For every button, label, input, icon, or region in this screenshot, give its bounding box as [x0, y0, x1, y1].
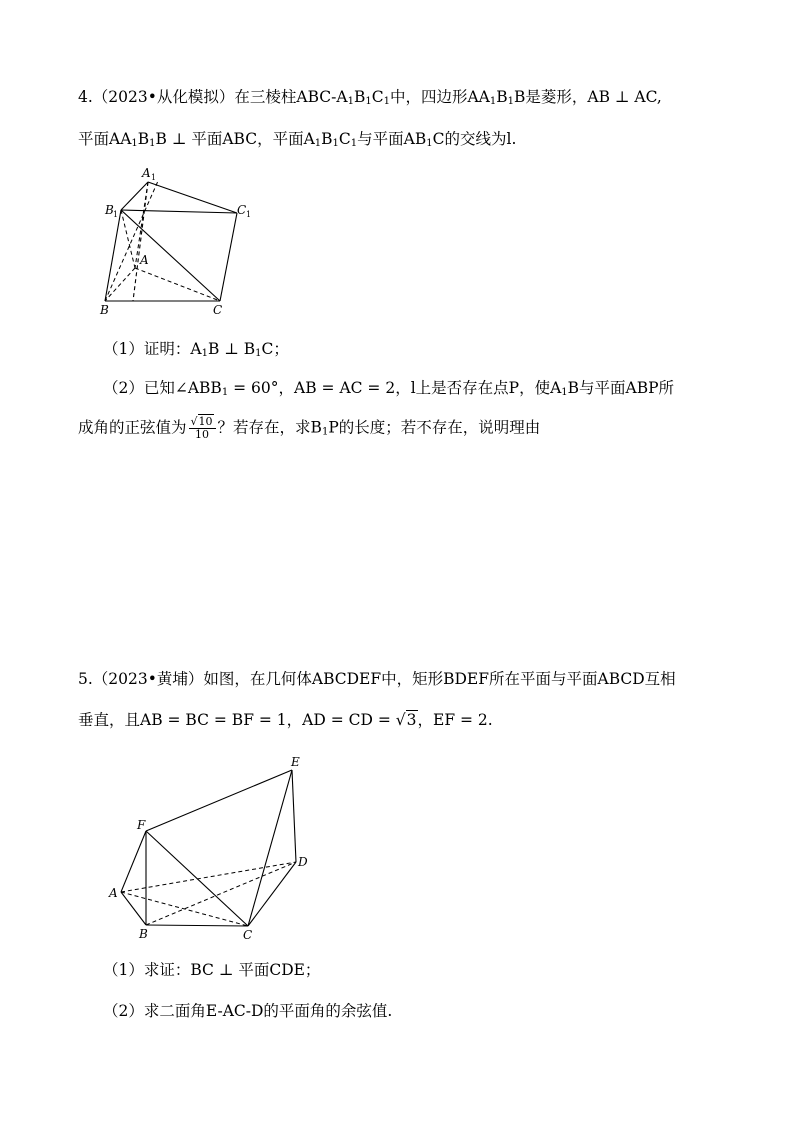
- sqrt-symbol: √10: [190, 415, 213, 428]
- subscript: 1: [255, 348, 262, 359]
- subscript: 1: [332, 138, 339, 149]
- text-segment: 与平面AB: [357, 130, 427, 148]
- radicand: 3: [406, 711, 417, 729]
- subscript: 1: [350, 138, 358, 149]
- sqrt-symbol: √3: [395, 711, 417, 729]
- edge-b-c: [146, 925, 248, 926]
- prism-labels: [99, 166, 251, 317]
- hidden-b1-a: [121, 210, 135, 268]
- text-segment: C；: [261, 340, 289, 358]
- edge-a-b: [121, 892, 146, 925]
- solid-labels: [108, 755, 308, 942]
- label-c: C: [243, 928, 253, 942]
- text-segment: B是菱形，AB ⊥ AC,: [513, 88, 662, 106]
- text-segment: B与平面ABP所: [567, 379, 675, 397]
- text-segment: C的交线为l.: [432, 130, 517, 148]
- hidden-a1-a: [135, 182, 148, 268]
- edge-f-e: [146, 770, 292, 831]
- text-segment: B ⊥ B: [207, 340, 256, 358]
- subscript: 1: [314, 138, 322, 149]
- subscript: 1: [321, 426, 329, 438]
- problem-5-stem-line-2: [78, 709, 493, 731]
- subscript: 1: [347, 96, 354, 107]
- edge-b1-a1: [121, 182, 148, 210]
- label-a: A: [109, 886, 118, 900]
- subscript: 1: [131, 138, 138, 149]
- edge-f-c: [146, 831, 248, 926]
- label-d: D: [298, 855, 308, 869]
- hidden-a-c: [135, 268, 220, 301]
- edge-e-d: [292, 770, 296, 862]
- edge-f-a: [121, 831, 146, 892]
- hidden-a-c: [121, 892, 248, 926]
- label-e: E: [291, 755, 300, 769]
- label-b1-sub: 1: [113, 210, 119, 219]
- label-f: F: [137, 818, 146, 832]
- text-segment: B: [496, 88, 508, 106]
- problem-5-stem-line-1: [78, 668, 676, 690]
- text-segment: C: [338, 130, 351, 148]
- text-segment: 成角的正弦值为: [78, 418, 187, 437]
- edge-c1-c: [220, 213, 237, 301]
- subscript: 1: [489, 96, 497, 107]
- subscript: 1: [365, 96, 372, 107]
- subscript: 1: [201, 348, 208, 359]
- text-segment: （2）求二面角E-AC-D的平面角的余弦值.: [103, 1002, 393, 1020]
- label-b: B: [100, 303, 109, 317]
- problem-number: 4.: [78, 88, 93, 106]
- text-segment: （1）证明：A: [103, 340, 202, 358]
- text-segment: （2）已知∠ABB: [103, 379, 222, 397]
- edge-a1-c1: [148, 182, 237, 213]
- text-segment: 平面AA: [78, 130, 132, 148]
- problem-source: （2023•从化模拟）在三棱柱: [92, 88, 297, 106]
- subscript: 1: [383, 96, 390, 107]
- radicand: 10: [198, 415, 213, 428]
- text-segment: ，EF = 2.: [417, 711, 493, 729]
- edge-e-c: [248, 770, 292, 926]
- hidden-b-d: [146, 862, 296, 925]
- label-b1: B: [105, 203, 114, 217]
- subscript: 1: [149, 138, 156, 149]
- text-segment: （1）求证：BC ⊥ 平面CDE；: [103, 961, 321, 979]
- text-segment: ABC-A: [296, 88, 348, 106]
- label-a1-sub: 1: [151, 173, 157, 182]
- problem-5-question-1: [103, 959, 320, 981]
- text-segment: 5.（2023•黄埔）如图，在几何体ABCDEF中，矩形BDEF所在平面与平面ABCD互相: [78, 670, 676, 688]
- hidden-b-a1: [105, 181, 158, 301]
- text-segment: P的长度；若不存在，说明理由: [328, 418, 541, 437]
- text-segment: = 60°，AB = AC = 2，l上是否存在点P，使A: [228, 379, 562, 397]
- text-segment: B: [353, 88, 366, 106]
- text-segment: B ⊥ 平面ABC，平面A: [155, 130, 315, 148]
- label-b: B: [139, 927, 148, 941]
- hidden-a-b: [105, 268, 135, 301]
- problem-4-question-2: [103, 377, 674, 404]
- edge-b1-c: [121, 210, 220, 301]
- label-c1: C: [237, 203, 247, 217]
- subscript: 1: [426, 138, 433, 149]
- problem-5-question-2: [103, 1000, 392, 1022]
- hidden-a1-b: [133, 182, 148, 301]
- problem-4-stem-line-1: [78, 86, 662, 113]
- hidden-a-d: [121, 862, 296, 892]
- label-c: C: [213, 303, 223, 317]
- edge-b1-c1: [121, 210, 237, 213]
- fraction-denominator: 10: [195, 428, 210, 441]
- text-segment: B: [137, 130, 150, 148]
- fraction: [189, 416, 216, 441]
- problem-4-stem-line-2: [78, 128, 516, 155]
- subscript: 1: [561, 387, 568, 398]
- label-a: A: [140, 253, 149, 267]
- label-c1-sub: 1: [246, 210, 252, 219]
- problem-4-question-2-continued: [78, 416, 540, 444]
- subscript: 1: [221, 387, 229, 398]
- text-segment: 垂直，且AB = BC = BF = 1，AD = CD =: [78, 711, 396, 729]
- label-a1: A: [142, 166, 151, 180]
- text-segment: ？若存在，求B: [217, 418, 322, 437]
- subscript: 1: [507, 96, 514, 107]
- problem-4-question-1: [103, 338, 289, 365]
- text-segment: C: [371, 88, 384, 106]
- edge-b1-b: [105, 210, 121, 301]
- text-segment: 中，四边形AA: [389, 88, 490, 106]
- text-segment: B: [321, 130, 333, 148]
- edge-c-d: [248, 862, 296, 926]
